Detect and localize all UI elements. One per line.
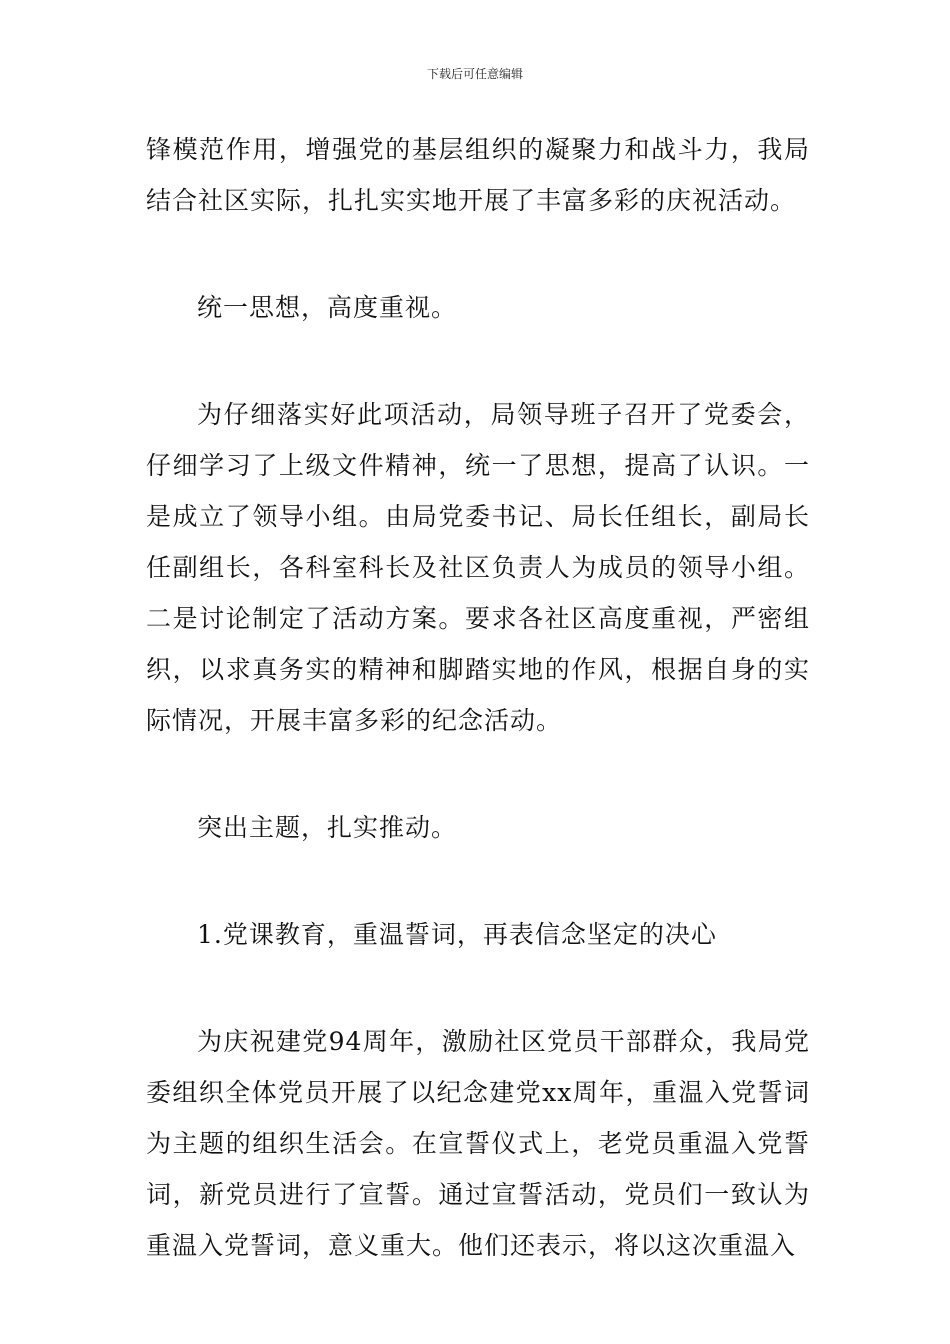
section-heading-unify-thinking: 统一思想，高度重视。 [197, 293, 458, 322]
paragraph-oath-review: 为庆祝建党94周年，激励社区党员干部群众，我局党委组织全体党员开展了以纪念建党xx周年，重温入党誓词为主题的组织生活会。在宣誓仪式上，老党员重温入党誓词，新党员进行了宣誓。通过宣誓活动，党员们一致认为重温入党誓词，意义重大。他们还表示，将以这次重温入 [146, 1027, 810, 1260]
paragraph-intro: 锋模范作用，增强党的基层组织的凝聚力和战斗力，我局结合社区实际，扎扎实实地开展了丰富多彩的庆祝活动。 [146, 135, 810, 215]
section-heading-highlight-theme: 突出主题，扎实推动。 [197, 813, 458, 842]
subheading-party-lesson: 1.党课教育，重温誓词，再表信念坚定的决心 [197, 920, 717, 949]
document-body [146, 124, 810, 1327]
page-header: 下载后可任意编辑 [426, 67, 523, 81]
paragraph-implementation: 为仔细落实好此项活动，局领导班子召开了党委会，仔细学习了上级文件精神，统一了思想，提高了认识。一是成立了领导小组。由局党委书记、局长任组长，副局长任副组长，各科室科长及社区负责人为成员的领导小组。二是讨论制定了活动方案。要求各社区高度重视，严密组织，以求真务实的精神和脚踏实地的作风，根据自身的实际情况，开展丰富多彩的纪念活动。 [146, 400, 810, 735]
